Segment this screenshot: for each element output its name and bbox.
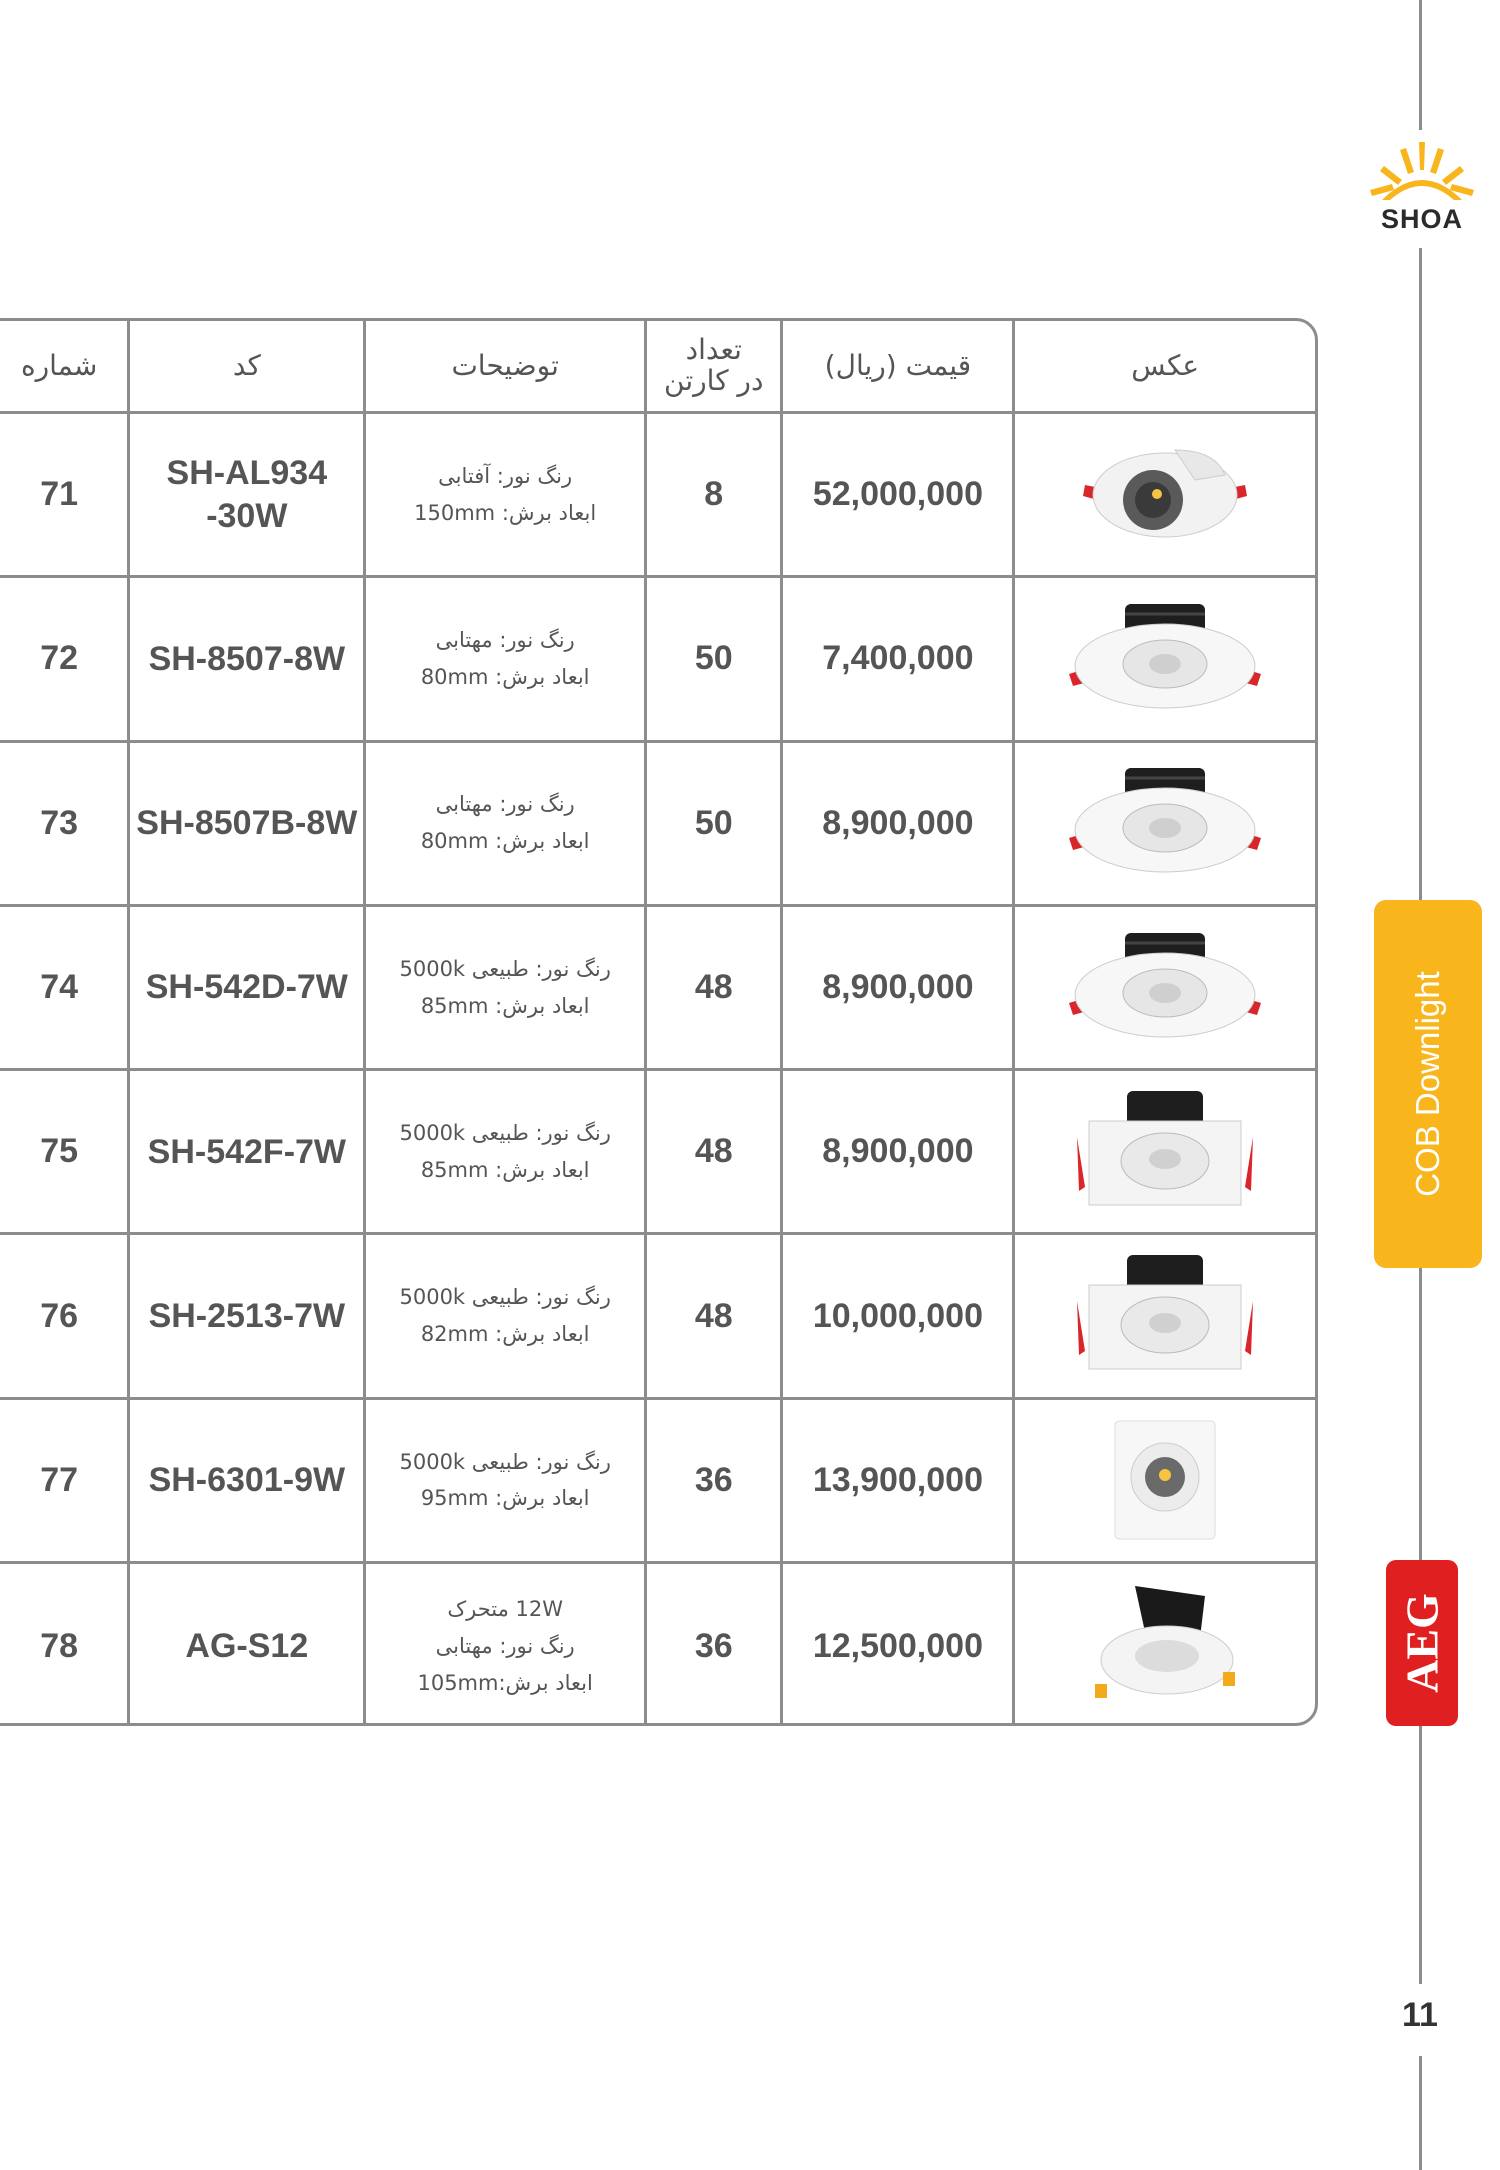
rail-top — [1419, 0, 1422, 130]
desc-line: ابعاد برش:105mm — [417, 1670, 593, 1695]
desc-cell — [363, 1400, 644, 1561]
desc-line: رنگ نور: مهتابی — [435, 792, 575, 817]
desc-line: 12W متحرک — [447, 1597, 564, 1622]
desc-line: ابعاد برش: 150mm — [414, 500, 597, 525]
number-cell: 75 — [40, 1132, 79, 1171]
aeg-brand-tab[interactable] — [1386, 1560, 1458, 1726]
desc-cell — [363, 1071, 644, 1232]
desc-line: رنگ نور: طبیعی 5000k — [399, 1285, 611, 1310]
product-photo — [1012, 1235, 1315, 1396]
price-cell: 8,900,000 — [780, 743, 1012, 904]
qty-cell: 48 — [644, 1071, 780, 1232]
table-row — [0, 743, 1315, 907]
table-row — [0, 1400, 1315, 1564]
code-line1: SH-8507-8W — [148, 639, 346, 678]
code-cell — [127, 743, 363, 904]
desc-cell — [363, 907, 644, 1068]
category-tab[interactable] — [1374, 900, 1482, 1268]
header-qty-line1: تعداد — [685, 333, 742, 367]
number-cell: 73 — [40, 803, 79, 842]
header-price: قیمت (ریال) — [780, 321, 1012, 411]
number-cell: 77 — [40, 1460, 79, 1499]
number-cell: 76 — [40, 1296, 79, 1335]
desc-line: ابعاد برش: 85mm — [420, 993, 590, 1018]
price-cell: 12,500,000 — [780, 1564, 1012, 1726]
header-qty — [644, 321, 780, 411]
price-cell: 8,900,000 — [780, 907, 1012, 1068]
code-line1: SH-6301-9W — [148, 1461, 346, 1500]
code-cell — [127, 1235, 363, 1396]
number-cell: 74 — [40, 968, 79, 1007]
qty-cell: 8 — [644, 414, 780, 575]
desc-line: ابعاد برش: 95mm — [420, 1486, 590, 1511]
desc-cell — [363, 414, 644, 575]
table-row — [0, 1564, 1315, 1726]
qty-cell: 50 — [644, 743, 780, 904]
code-line1: SH-542F-7W — [147, 1132, 347, 1171]
code-line1: SH-AL934 — [166, 454, 328, 493]
rail-middle — [1419, 248, 1422, 900]
desc-line: ابعاد برش: 80mm — [420, 664, 590, 689]
code-line1: SH-2513-7W — [148, 1296, 346, 1335]
table-row — [0, 1071, 1315, 1235]
code-cell — [127, 1564, 363, 1726]
qty-cell: 48 — [644, 1235, 780, 1396]
code-cell — [127, 414, 363, 575]
product-photo — [1012, 1071, 1315, 1232]
desc-cell — [363, 1564, 644, 1726]
desc-line: ابعاد برش: 82mm — [420, 1322, 590, 1347]
desc-line: ابعاد برش: 80mm — [420, 829, 590, 854]
code-cell — [127, 1071, 363, 1232]
product-table — [0, 318, 1318, 1726]
product-photo — [1012, 907, 1315, 1068]
desc-line: رنگ نور: طبیعی 5000k — [399, 1121, 611, 1146]
qty-cell: 48 — [644, 907, 780, 1068]
price-cell: 52,000,000 — [780, 414, 1012, 575]
header-code: کد — [127, 321, 363, 411]
code-cell — [127, 578, 363, 739]
desc-line: ابعاد برش: 85mm — [420, 1157, 590, 1182]
desc-line: رنگ نور: طبیعی 5000k — [399, 956, 611, 981]
qty-cell: 36 — [644, 1400, 780, 1561]
table-header — [0, 321, 1315, 414]
code-cell — [127, 907, 363, 1068]
rail-bottom — [1419, 2056, 1422, 2170]
product-photo — [1012, 578, 1315, 739]
price-cell: 8,900,000 — [780, 1071, 1012, 1232]
page-number: 11 — [1402, 1996, 1438, 2034]
code-line1: SH-542D-7W — [145, 968, 348, 1007]
desc-line: رنگ نور: مهتابی — [435, 1633, 575, 1658]
price-cell: 10,000,000 — [780, 1235, 1012, 1396]
price-cell: 13,900,000 — [780, 1400, 1012, 1561]
number-cell: 72 — [40, 639, 79, 678]
table-row — [0, 578, 1315, 742]
qty-cell: 50 — [644, 578, 780, 739]
code-line2: -30W — [206, 496, 288, 535]
qty-cell: 36 — [644, 1564, 780, 1726]
shoa-logo — [1362, 140, 1482, 240]
desc-cell — [363, 1235, 644, 1396]
category-label: COB Downlight — [1409, 971, 1446, 1197]
product-photo — [1012, 743, 1315, 904]
header-number: شماره — [20, 348, 98, 382]
header-image: عکس — [1012, 321, 1315, 411]
rail-lower — [1419, 1726, 1422, 1984]
logo-text: SHOA — [1380, 204, 1463, 234]
number-cell: 71 — [40, 475, 79, 514]
desc-line: رنگ نور: طبیعی 5000k — [399, 1449, 611, 1474]
desc-cell — [363, 578, 644, 739]
product-photo — [1012, 1400, 1315, 1561]
code-line1: SH-8507B-8W — [136, 803, 358, 842]
product-photo — [1012, 1564, 1315, 1726]
code-cell — [127, 1400, 363, 1561]
table-row — [0, 414, 1315, 578]
desc-line: رنگ نور: مهتابی — [435, 628, 575, 653]
header-qty-line2: در کارتن — [664, 364, 764, 397]
desc-line: رنگ نور: آفتابی — [438, 463, 573, 488]
code-line1: AG-S12 — [185, 1626, 309, 1665]
sun-icon — [1362, 140, 1482, 210]
desc-cell — [363, 743, 644, 904]
rail-middle-2 — [1419, 1268, 1422, 1560]
number-cell: 78 — [40, 1626, 79, 1665]
table-row — [0, 907, 1315, 1071]
header-desc: توضیحات — [363, 321, 644, 411]
product-photo — [1012, 414, 1315, 575]
aeg-label: AEG — [1396, 1593, 1448, 1693]
price-cell: 7,400,000 — [780, 578, 1012, 739]
table-row — [0, 1235, 1315, 1399]
